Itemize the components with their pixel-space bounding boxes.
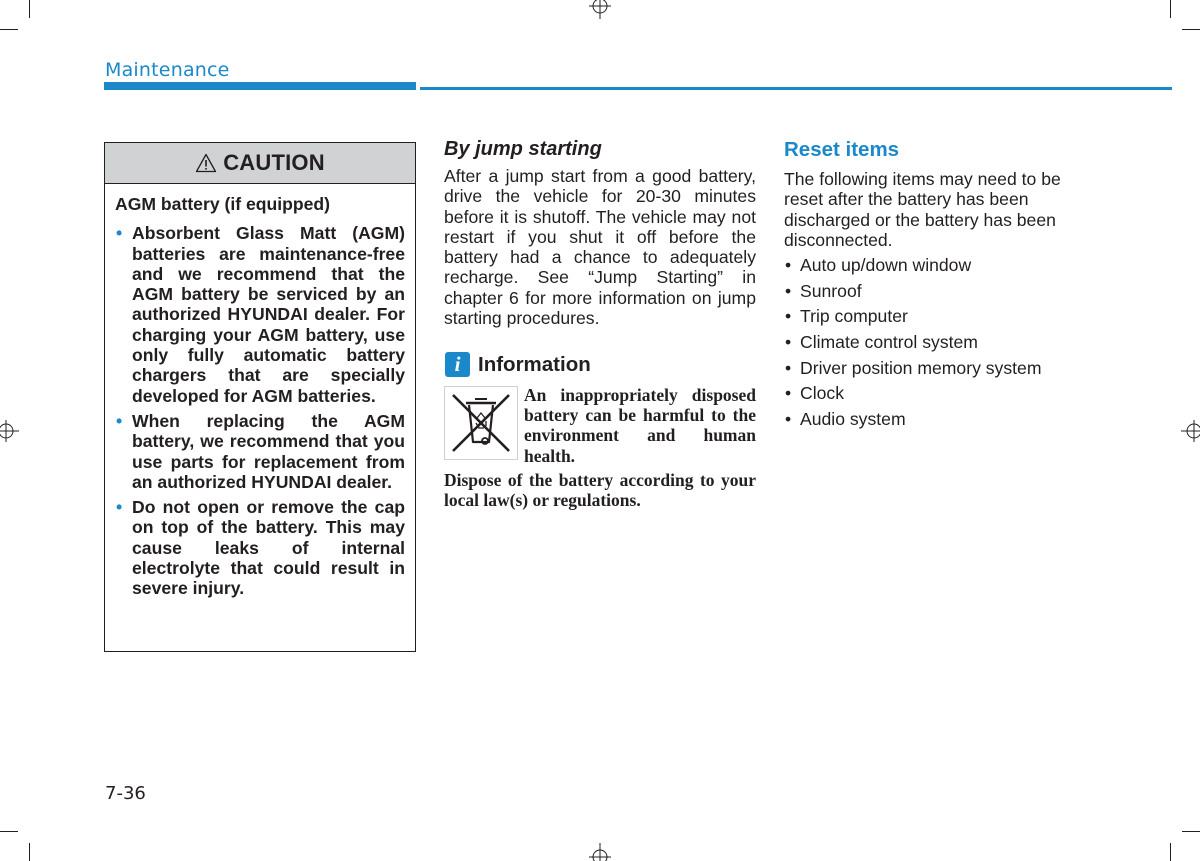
header-rule-thick	[104, 82, 416, 90]
registration-mark	[588, 843, 612, 861]
list-item	[784, 255, 1041, 281]
crop-mark	[0, 29, 18, 30]
bullet-icon: •	[116, 410, 123, 431]
crop-mark	[1182, 831, 1200, 832]
list-item	[784, 409, 1041, 435]
caution-list	[115, 223, 405, 598]
list-item	[784, 306, 1041, 332]
crop-mark	[1170, 843, 1171, 861]
section-title: Maintenance	[105, 59, 230, 81]
registration-mark	[588, 0, 612, 20]
bullet-icon: •	[785, 357, 792, 378]
list-item-text: Driver position memory system	[800, 357, 1042, 378]
caution-item-text: Absorbent Glass Matt (AGM) batteries are maintenance-free and we recommend that the AGM battery be serviced by an authorized HYUNDAI dealer. For charging your AGM battery, use only fully automatic battery chargers that are specially developed for AGM batteries.	[132, 223, 405, 406]
bullet-icon: •	[785, 306, 792, 327]
caution-item	[115, 411, 405, 492]
info-icon: i	[445, 352, 470, 377]
bullet-icon: •	[785, 280, 792, 301]
crop-mark	[1170, 0, 1171, 18]
list-item-text: Audio system	[800, 409, 906, 430]
list-item	[784, 332, 1041, 358]
list-item-text: Clock	[800, 383, 844, 404]
list-item-text: Auto up/down window	[800, 255, 972, 275]
registration-mark	[1180, 419, 1200, 443]
information-header	[445, 352, 591, 377]
bullet-icon: •	[785, 255, 792, 275]
jump-start-heading: By jump starting	[444, 138, 602, 160]
jump-start-paragraph: After a jump start from a good battery, drive the vehicle for 20-30 minutes before it is shutoff. The vehicle may not restart if you shut it off before the battery had a chance to adequately recharge. See “Jump Starting” in chapter 6 for more information on jump starting procedures.	[444, 166, 756, 329]
bullet-icon: •	[116, 497, 123, 518]
page-number: 7-36	[105, 783, 146, 804]
caution-header	[105, 143, 415, 184]
list-item	[784, 358, 1041, 384]
caution-item-text: When replacing the AGM battery, we recommend that you use parts for replacement from an authorized HYUNDAI dealer.	[132, 410, 405, 492]
list-item	[784, 383, 1041, 409]
caution-item-text: Do not open or remove the cap on top of the battery. This may cause leaks of internal electrolyte that could result in severe injury.	[132, 497, 405, 599]
crop-mark	[0, 831, 18, 832]
registration-mark	[0, 419, 20, 443]
list-item	[784, 281, 1041, 307]
caution-body	[105, 184, 415, 599]
crop-mark	[1182, 29, 1200, 30]
reset-items-list	[784, 255, 1041, 435]
header-rule-thin	[420, 87, 1172, 90]
caution-title: CAUTION	[223, 150, 325, 175]
list-item-text: Sunroof	[800, 280, 862, 301]
information-title: Information	[478, 352, 591, 376]
crossed-out-bin-icon	[444, 386, 518, 460]
warning-triangle-icon	[195, 153, 217, 173]
crop-mark	[29, 843, 30, 861]
information-text-primary: An inappropriately disposed battery can be harmful to the environment and human health.	[524, 385, 756, 466]
list-item-text: Trip computer	[800, 306, 908, 327]
bullet-icon: •	[785, 332, 792, 353]
caution-subtitle: AGM battery (if equipped)	[115, 194, 331, 214]
reset-items-heading: Reset items	[784, 138, 900, 161]
caution-box	[104, 142, 416, 652]
caution-item	[115, 497, 405, 598]
list-item-text: Climate control system	[800, 332, 978, 353]
reset-items-paragraph: The following items may need to be reset after the battery has been discharged or the battery has been disconnected.	[784, 169, 1061, 250]
crop-mark	[29, 0, 30, 18]
bullet-icon: •	[116, 223, 123, 244]
bullet-icon: •	[785, 383, 792, 404]
information-text-secondary: Dispose of the battery according to your local law(s) or regulations.	[444, 470, 756, 511]
bullet-icon: •	[785, 409, 792, 430]
caution-item	[115, 223, 405, 406]
